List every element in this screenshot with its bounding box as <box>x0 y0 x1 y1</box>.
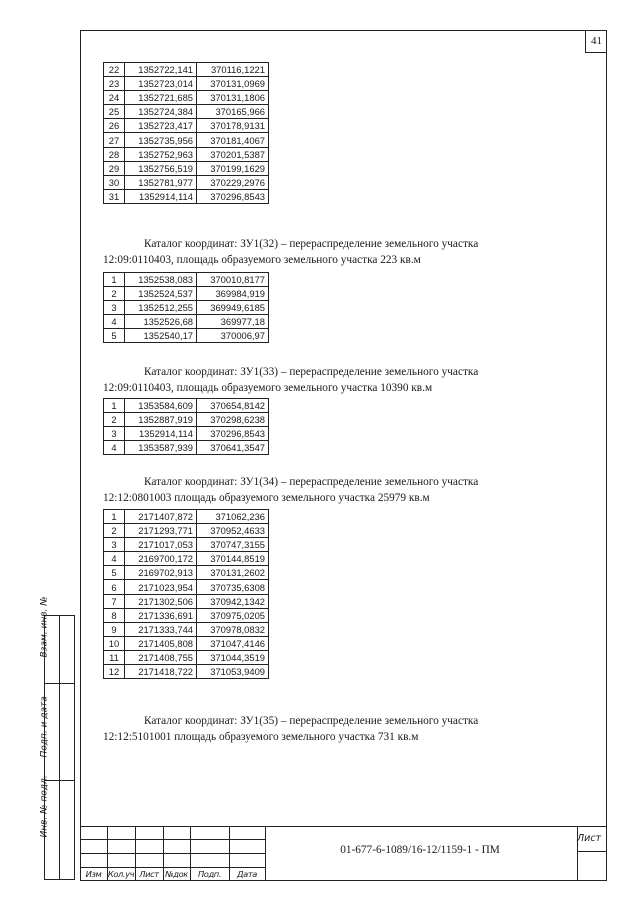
table-row <box>104 189 269 203</box>
point-number: 3 <box>104 427 125 441</box>
catalog-heading-33 <box>103 364 533 396</box>
catalog-heading-line2: 12:12:5101001 площадь образуемого земельного участка 731 кв.м <box>103 731 419 743</box>
table-row <box>104 650 269 664</box>
coord-x: 2171293,771 <box>125 524 197 538</box>
point-number: 5 <box>104 566 125 580</box>
point-number: 2 <box>104 287 125 301</box>
coord-x: 1353584,609 <box>125 399 197 413</box>
point-number: 7 <box>104 594 125 608</box>
coord-y: 370975,0205 <box>197 608 269 622</box>
coord-y: 370116,1221 <box>197 63 269 77</box>
coord-y: 370296,8543 <box>197 189 269 203</box>
coord-x: 1352723,417 <box>125 119 197 133</box>
table-row <box>104 510 269 524</box>
table-row <box>104 329 269 343</box>
point-number: 24 <box>104 91 125 105</box>
table-row <box>104 91 269 105</box>
table-row <box>104 594 269 608</box>
coord-y: 371047,4146 <box>197 636 269 650</box>
coord-x: 1352722,141 <box>125 63 197 77</box>
coord-x: 1352724,384 <box>125 105 197 119</box>
title-block-line <box>265 826 266 881</box>
coord-y: 370199,1629 <box>197 161 269 175</box>
point-number: 3 <box>104 301 125 315</box>
coord-x: 1352526,68 <box>125 315 197 329</box>
point-number: 1 <box>104 510 125 524</box>
point-number: 1 <box>104 273 125 287</box>
point-number: 30 <box>104 175 125 189</box>
table-row <box>104 63 269 77</box>
side-stamp-label-original: Инв. № подл. <box>39 775 50 838</box>
coord-y: 370735,6308 <box>197 580 269 594</box>
coord-y: 370296,8543 <box>197 427 269 441</box>
table-row <box>104 301 269 315</box>
title-block-line <box>80 826 607 827</box>
table-row <box>104 399 269 413</box>
point-number: 9 <box>104 622 125 636</box>
coord-x: 2169702,913 <box>125 566 197 580</box>
point-number: 5 <box>104 329 125 343</box>
table-row <box>104 413 269 427</box>
point-number: 6 <box>104 580 125 594</box>
coord-x: 1352914,114 <box>125 189 197 203</box>
table-row <box>104 552 269 566</box>
coord-x: 1352914,114 <box>125 427 197 441</box>
table-row <box>104 77 269 91</box>
coord-y: 370165,966 <box>197 105 269 119</box>
point-number: 2 <box>104 413 125 427</box>
table-row <box>104 441 269 455</box>
coord-y: 370298,6238 <box>197 413 269 427</box>
side-stamp-label-signature: Подп. и дата <box>39 696 50 758</box>
title-block-line <box>577 851 607 852</box>
table-row <box>104 524 269 538</box>
point-number: 12 <box>104 665 125 679</box>
coord-y: 370178,9131 <box>197 119 269 133</box>
coord-x: 1352756,519 <box>125 161 197 175</box>
caption-sheet: Лист <box>139 869 159 879</box>
point-number: 31 <box>104 189 125 203</box>
coord-x: 2171408,755 <box>125 650 197 664</box>
coord-y: 370144,8519 <box>197 552 269 566</box>
coord-x: 1352723,014 <box>125 77 197 91</box>
point-number: 28 <box>104 147 125 161</box>
table-row <box>104 315 269 329</box>
page-number: 41 <box>585 30 607 53</box>
table-row <box>104 538 269 552</box>
coord-y: 370654,8142 <box>197 399 269 413</box>
point-number: 4 <box>104 441 125 455</box>
point-number: 2 <box>104 524 125 538</box>
coord-y: 370131,1806 <box>197 91 269 105</box>
point-number: 27 <box>104 133 125 147</box>
coord-x: 1352781,977 <box>125 175 197 189</box>
coord-y: 370006,97 <box>197 329 269 343</box>
coord-y: 370181,4067 <box>197 133 269 147</box>
caption-date: Дата <box>237 869 257 879</box>
point-number: 22 <box>104 63 125 77</box>
table-row <box>104 273 269 287</box>
point-number: 1 <box>104 399 125 413</box>
table-row <box>104 119 269 133</box>
coord-x: 2171418,722 <box>125 665 197 679</box>
coord-x: 2169700,172 <box>125 552 197 566</box>
catalog-heading-line1: Каталог координат: ЗУ1(35) – перераспределение земельного участка <box>144 715 479 727</box>
coord-x: 2171407,872 <box>125 510 197 524</box>
coord-x: 1352721,685 <box>125 91 197 105</box>
coord-y: 371053,9409 <box>197 665 269 679</box>
catalog-heading-line1: Каталог координат: ЗУ1(33) – перераспределение земельного участка <box>144 366 479 378</box>
catalog-heading-34 <box>103 474 533 506</box>
point-number: 29 <box>104 161 125 175</box>
point-number: 11 <box>104 650 125 664</box>
table-row <box>104 175 269 189</box>
point-number: 26 <box>104 119 125 133</box>
coord-y: 370010,8177 <box>197 273 269 287</box>
side-stamp-divider <box>45 683 74 684</box>
catalog-heading-35 <box>103 713 533 745</box>
point-number: 8 <box>104 608 125 622</box>
table-row <box>104 580 269 594</box>
coords-table-1 <box>103 62 269 204</box>
coords-table-2 <box>103 272 269 343</box>
coords-table-3 <box>103 398 269 455</box>
coord-y: 370201,5387 <box>197 147 269 161</box>
point-number: 4 <box>104 552 125 566</box>
coord-x: 1352752,963 <box>125 147 197 161</box>
coord-x: 1353587,939 <box>125 441 197 455</box>
coord-y: 370641,3547 <box>197 441 269 455</box>
table-row <box>104 608 269 622</box>
point-number: 25 <box>104 105 125 119</box>
catalog-heading-line1: Каталог координат: ЗУ1(34) – перераспределение земельного участка <box>144 476 479 488</box>
side-stamp-label-replacement: Взам. инв. № <box>39 596 50 658</box>
table-row <box>104 665 269 679</box>
coord-y: 370942,1342 <box>197 594 269 608</box>
caption-qty: Кол.уч <box>107 869 135 879</box>
coord-y: 370131,2602 <box>197 566 269 580</box>
catalog-heading-line2: 12:12:0801003 площадь образуемого земельного участка 25979 кв.м <box>103 492 430 504</box>
coord-x: 1352540,17 <box>125 329 197 343</box>
sheet-label: Лист <box>577 833 602 844</box>
coord-x: 1352524,537 <box>125 287 197 301</box>
coord-y: 369977,18 <box>197 315 269 329</box>
coord-x: 2171333,744 <box>125 622 197 636</box>
catalog-heading-line1: Каталог координат: ЗУ1(32) – перераспределение земельного участка <box>144 238 479 250</box>
point-number: 3 <box>104 538 125 552</box>
coord-x: 2171405,808 <box>125 636 197 650</box>
point-number: 23 <box>104 77 125 91</box>
table-row <box>104 427 269 441</box>
caption-docnum: №док <box>165 869 188 879</box>
point-number: 10 <box>104 636 125 650</box>
point-number: 4 <box>104 315 125 329</box>
table-row <box>104 636 269 650</box>
document-number: 01-677-6-1089/16-12/1159-1 - ПМ <box>340 844 500 856</box>
table-row <box>104 105 269 119</box>
table-row <box>104 287 269 301</box>
coord-y: 371062,236 <box>197 510 269 524</box>
coord-x: 1352512,255 <box>125 301 197 315</box>
coord-x: 2171023,954 <box>125 580 197 594</box>
table-row <box>104 147 269 161</box>
catalog-heading-line2: 12:09:0110403, площадь образуемого земельного участка 223 кв.м <box>103 254 421 266</box>
coord-y: 370952,4633 <box>197 524 269 538</box>
table-row <box>104 566 269 580</box>
coord-x: 2171017,053 <box>125 538 197 552</box>
table-row <box>104 133 269 147</box>
coord-x: 1352887,919 <box>125 413 197 427</box>
coord-y: 371044,3519 <box>197 650 269 664</box>
table-row <box>104 161 269 175</box>
coord-y: 370747,3155 <box>197 538 269 552</box>
coord-x: 1352538,083 <box>125 273 197 287</box>
coord-x: 2171336,691 <box>125 608 197 622</box>
coord-y: 370229,2976 <box>197 175 269 189</box>
caption-change: Изм <box>85 869 102 879</box>
caption-signature: Подп. <box>197 869 222 879</box>
catalog-heading-line2: 12:09:0110403, площадь образуемого земельного участка 10390 кв.м <box>103 382 433 394</box>
coord-y: 370978,0832 <box>197 622 269 636</box>
table-row <box>104 622 269 636</box>
coords-table-4 <box>103 509 269 679</box>
coord-x: 2171302,506 <box>125 594 197 608</box>
coord-y: 369949,6185 <box>197 301 269 315</box>
coord-y: 369984,919 <box>197 287 269 301</box>
coord-x: 1352735,956 <box>125 133 197 147</box>
coord-y: 370131,0969 <box>197 77 269 91</box>
catalog-heading-32 <box>103 236 533 268</box>
